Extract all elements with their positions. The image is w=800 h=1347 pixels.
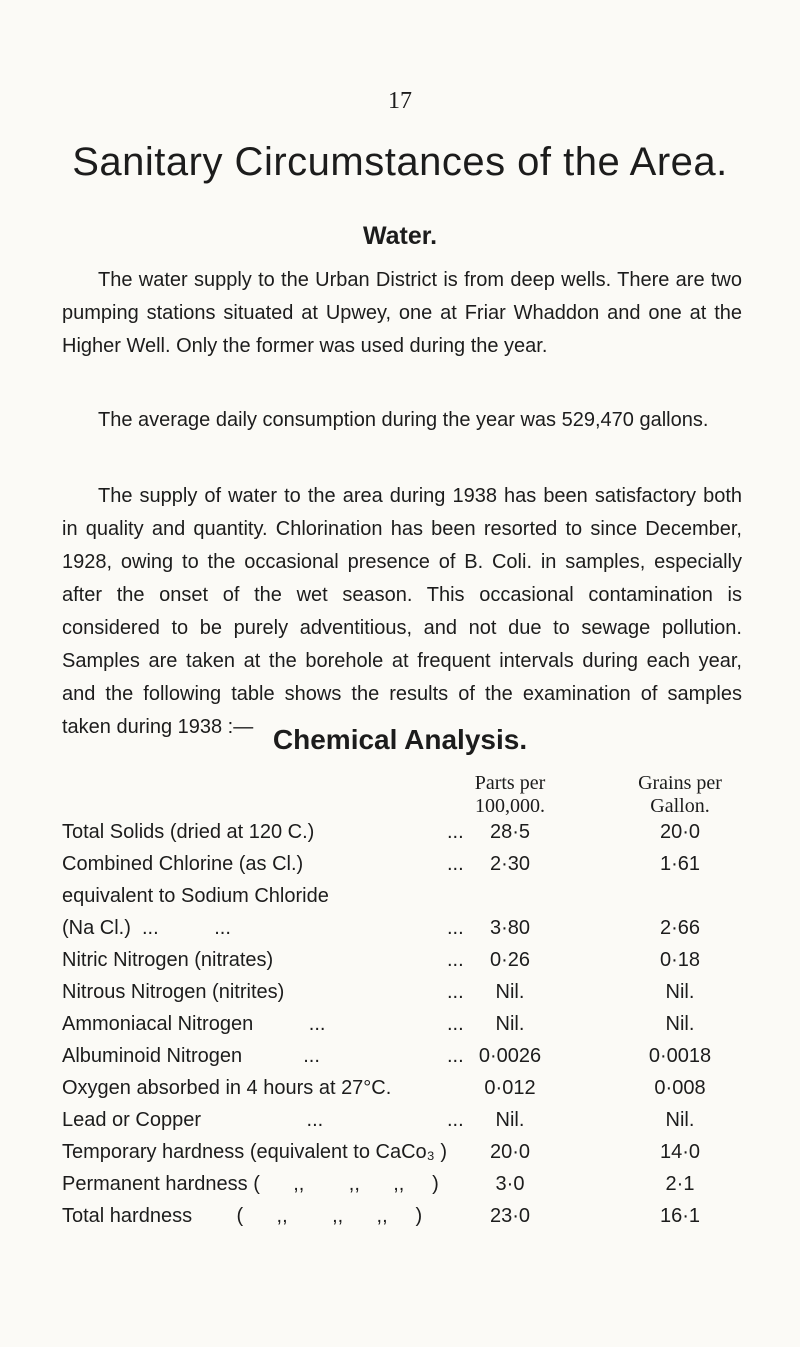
row-label: Total Solids (dried at 120 C.)	[62, 821, 315, 843]
table-row	[62, 1168, 762, 1200]
page-number: 17	[388, 88, 412, 114]
page-title: Sanitary Circumstances of the Area.	[72, 140, 728, 184]
row-value-parts: 20·0	[489, 1141, 531, 1163]
row-value-grains: 16·1	[659, 1205, 701, 1227]
row-label: Albuminoid Nitrogen ...	[62, 1045, 320, 1067]
row-leader: ...	[447, 853, 464, 875]
row-value-parts: 3·0	[495, 1173, 525, 1195]
row-value-grains: 1·61	[659, 853, 701, 875]
row-label: Temporary hardness (equivalent to CaCo₃ )	[62, 1141, 447, 1163]
row-label: Total hardness ( ,, ,, ,, )	[62, 1205, 423, 1227]
row-value-grains: Nil.	[665, 1013, 695, 1035]
table-row	[62, 1072, 762, 1104]
row-value-parts: 3·80	[489, 917, 531, 939]
row-value-parts: Nil.	[495, 981, 525, 1003]
row-value-grains: 20·0	[659, 821, 701, 843]
analysis-table	[62, 816, 762, 1232]
row-leader: ...	[447, 981, 464, 1003]
table-row	[62, 1200, 762, 1232]
row-leader: ...	[447, 1045, 464, 1067]
row-leader: ...	[447, 949, 464, 971]
row-value-grains: 2·66	[659, 917, 701, 939]
column-header-parts-per-100000: Parts per 100,000.	[474, 772, 546, 817]
table-row	[62, 944, 762, 976]
row-value-grains: Nil.	[665, 981, 695, 1003]
row-value-grains: 0·18	[659, 949, 701, 971]
row-leader: ...	[447, 821, 464, 843]
row-value-parts: 28·5	[489, 821, 531, 843]
row-label: Combined Chlorine (as Cl.)	[62, 853, 304, 875]
row-value-parts: 0·0026	[478, 1045, 542, 1067]
row-label-continuation: equivalent to Sodium Chloride	[62, 885, 329, 907]
paragraph: The supply of water to the area during 1938 has been satisfactory both in quality and quantity. Chlorination has been resorted to since December, 1928, owing to the occasional presence of B. Coli. in samples, especially after the onset of the wet season. This occasional contamination is considered to be purely adventitious, and not due to sewage pollution. Samples are taken at the borehole at frequent intervals during each year, and the following table shows the results of the examination of samples taken during 1938 :—	[62, 485, 742, 738]
row-value-parts: Nil.	[495, 1013, 525, 1035]
row-value-parts: 23·0	[489, 1205, 531, 1227]
row-leader: ...	[447, 1013, 464, 1035]
row-value-parts: Nil.	[495, 1109, 525, 1131]
table-row	[62, 1136, 762, 1168]
row-label: Oxygen absorbed in 4 hours at 27°C.	[62, 1077, 392, 1099]
row-value-parts: 0·012	[484, 1077, 536, 1099]
row-label: (Na Cl.) ... ...	[62, 917, 231, 939]
column-header-grains-per-gallon: Grains per Gallon.	[638, 772, 722, 817]
row-value-grains: 2·1	[665, 1173, 695, 1195]
section-title: Water.	[362, 222, 438, 250]
row-label: Nitric Nitrogen (nitrates)	[62, 949, 274, 971]
paragraph: The water supply to the Urban District is from deep wells. There are two pumping stations situated at Upwey, one at Friar Whaddon and one at the Higher Well. Only the former was used during the year.	[62, 269, 742, 357]
row-value-grains: 0·008	[654, 1077, 706, 1099]
table-row	[62, 1008, 762, 1040]
table-row	[62, 848, 762, 880]
row-value-grains: Nil.	[665, 1109, 695, 1131]
table-row	[62, 816, 762, 848]
row-value-parts: 0·26	[489, 949, 531, 971]
row-label: Lead or Copper ...	[62, 1109, 324, 1131]
row-leader: ...	[447, 1109, 464, 1131]
row-label: Nitrous Nitrogen (nitrites)	[62, 981, 285, 1003]
table-row	[62, 976, 762, 1008]
table-row	[62, 1104, 762, 1136]
row-value-grains: 0·0018	[648, 1045, 712, 1067]
row-leader: ...	[447, 917, 464, 939]
row-label: Permanent hardness ( ,, ,, ,, )	[62, 1173, 439, 1195]
table-row	[62, 1040, 762, 1072]
row-label: Ammoniacal Nitrogen ...	[62, 1013, 326, 1035]
table-row	[62, 880, 762, 944]
row-value-parts: 2·30	[489, 853, 531, 875]
table-title: Chemical Analysis.	[272, 724, 528, 755]
paragraph: The average daily consumption during the year was 529,470 gallons.	[98, 409, 709, 431]
row-value-grains: 14·0	[659, 1141, 701, 1163]
